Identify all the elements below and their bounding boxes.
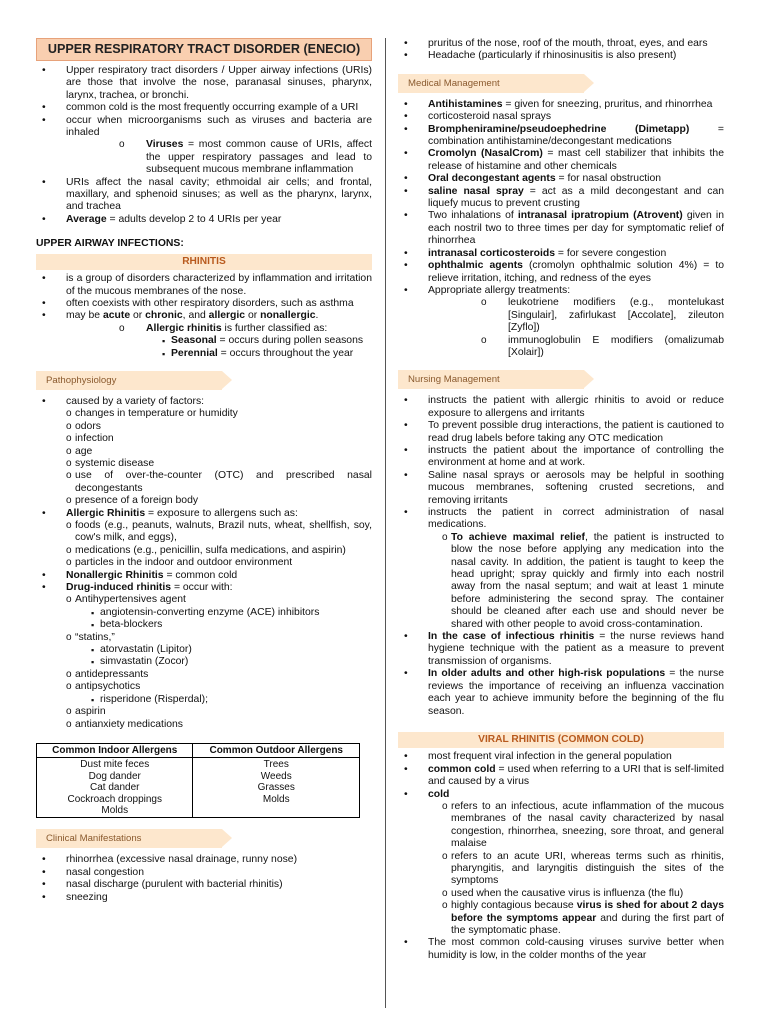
list-item: o antidepressants — [66, 669, 372, 681]
intro-list — [36, 65, 372, 226]
list-item: o odors — [66, 421, 372, 433]
list-item: ▪ Seasonal = occurs during pollen seasons — [162, 335, 372, 347]
viruses-sublist — [116, 139, 372, 176]
list-item: o use of over-the-counter (OTC) and prescribed nasal decongestants — [66, 470, 372, 495]
list-item: o Antihypertensives agent ▪ angiotensin-converting enzyme (ACE) inhibitors ▪ beta-blockers — [66, 594, 372, 631]
table-header-row — [37, 743, 360, 757]
viral-rhinitis-heading: VIRAL RHINITIS (COMMON COLD) — [398, 732, 724, 748]
table-cell: Dust mite feces — [80, 759, 150, 771]
list-item: o Viruses = most common cause of URIs, affect the upper respiratory passages and lead to subsequent mucous membrane inflammation — [116, 139, 372, 176]
list-item: • common cold = used when referring to a URI that is self-limited and caused by a virus — [398, 764, 724, 789]
nursing-sublist — [442, 532, 724, 631]
list-item: • nasal discharge (purulent with bacterial rhinitis) — [36, 879, 372, 891]
allergic-classification-list — [116, 323, 372, 360]
allergen-list — [66, 520, 372, 570]
table-cell: Cockroach droppings — [67, 793, 162, 805]
rhinitis-heading: RHINITIS — [36, 254, 372, 270]
list-item: o To achieve maximal relief, the patient is instructed to blow the nose before applying any medication into the nasal cavity. In addition, the patient is taught to keep the head upright; spray quickly and firmly into each nostril away from the nasal septum; and wait at least 1 minute before administering the second spray. The container should be cleaned after each use and should never be shared with other people to avoid cross-contamination. — [442, 532, 724, 631]
list-item: • ophthalmic agents (cromolyn ophthalmic solution 4%) = to relieve irritation, itching, and redness of the eyes — [398, 260, 724, 285]
list-item: • Brompheniramine/pseudoephedrine (Dimetapp) = combination antihistamine/decongestant medications — [398, 124, 724, 149]
list-item: o age — [66, 446, 372, 458]
pathophysiology-tag: Pathophysiology — [36, 371, 222, 390]
list-item: o systemic disease — [66, 458, 372, 470]
nursing-management-tag: Nursing Management — [398, 370, 584, 389]
list-item: • In older adults and other high-risk populations = the nurse reviews the importance of receiving an influenza vaccination each year to achieve immunity before the beginning of the flu season. — [398, 668, 724, 718]
list-item: ▪ beta-blockers — [91, 619, 372, 631]
list-item: • rhinorrhea (excessive nasal drainage, runny nose) — [36, 854, 372, 866]
clinical-continued-list — [398, 38, 724, 63]
table-cell: Trees — [263, 759, 289, 771]
clinical-list — [36, 854, 372, 904]
list-item: o antipsychotics ▪ risperidone (Risperdal); — [66, 681, 372, 706]
list-item: • In the case of infectious rhinitis = the nurse reviews hand hygiene technique with the patient as a measure to prevent transmission of organisms. — [398, 631, 724, 668]
factors-list — [66, 408, 372, 507]
drug-sublist — [91, 607, 372, 632]
list-item: • instructs the patient with allergic rhinitis to avoid or reduce exposure to allergens and irritants — [398, 395, 724, 420]
list-item: • To prevent possible drug interactions, the patient is cautioned to read drug labels before taking any OTC medication — [398, 420, 724, 445]
outdoor-header: Common Outdoor Allergens — [193, 743, 360, 757]
upper-airway-heading: UPPER AIRWAY INFECTIONS: — [36, 238, 184, 250]
cold-sublist — [442, 801, 724, 937]
table-cell: Weeds — [260, 770, 292, 782]
list-item: • cold o refers to an infectious, acute inflammation of the mucous membranes of the nasal cavity characterized by nasal congestion, rhinorrhea, sneezing, sore throat, and general malaise o refers to an acute URI, whereas terms such as rhinitis, pharyngitis, and laryngitis distinguish the sites of the symptoms o used when the causative virus is influenza (the flu) o highly contagious because virus is shed for about 2 days before the symptoms appear and during the first part of the symptomatic phase. — [398, 789, 724, 938]
table-row — [37, 758, 360, 818]
list-item: • common cold is the most frequently occurring example of a URI — [36, 102, 372, 114]
list-item: • saline nasal spray = act as a mild decongestant and can liquefy mucus to prevent crusting — [398, 186, 724, 211]
left-column — [36, 0, 372, 904]
drug-sublist — [91, 694, 372, 706]
list-item: • Oral decongestant agents = for nasal obstruction — [398, 173, 724, 185]
list-item: • is a group of disorders characterized by inflammation and irritation of the mucous membranes of the nose. — [36, 273, 372, 298]
rhinitis-list — [36, 273, 372, 360]
list-item: • Saline nasal sprays or aerosols may be helpful in soothing mucous membranes, softening crusted secretions, and removing irritants — [398, 470, 724, 507]
list-item: • nasal congestion — [36, 867, 372, 879]
list-item: • sneezing — [36, 892, 372, 904]
list-item: o changes in temperature or humidity — [66, 408, 372, 420]
list-item: • Antihistamines = given for sneezing, pruritus, and rhinorrhea — [398, 99, 724, 111]
list-item: • Headache (particularly if rhinosinusitis is also present) — [398, 50, 724, 62]
list-item: • Allergic Rhinitis = exposure to allergens such as: o foods (e.g., peanuts, walnuts, Brazil nuts, wheat, shellfish, soy, cow's milk, and eggs), o medications (e.g., penicillin, sulfa medications, and aspirin) o particles in the indoor and outdoor environment — [36, 508, 372, 570]
nursing-list — [398, 395, 724, 718]
list-item: • caused by a variety of factors: o changes in temperature or humidity o odors o infection o age o systemic disease o use of over-the-counter (OTC) and prescribed nasal decongestants o presence of a foreign body — [36, 396, 372, 508]
list-item: ▪ risperidone (Risperdal); — [91, 694, 372, 706]
medical-list — [398, 99, 724, 360]
list-item: o “statins,” ▪ atorvastatin (Lipitor) ▪ simvastatin (Zocor) — [66, 632, 372, 669]
list-item: • Upper respiratory tract disorders / Upper airway infections (URIs) are those that involve the nose, paranasal sinuses, pharynx, larynx, trachea, or bronchi. — [36, 65, 372, 102]
list-item: o aspirin — [66, 706, 372, 718]
list-item: • Average = adults develop 2 to 4 URIs per year — [36, 214, 372, 226]
list-item: • corticosteroid nasal sprays — [398, 111, 724, 123]
list-item: o highly contagious because virus is shed for about 2 days before the symptoms appear and during the first part of the symptomatic phase. — [442, 900, 724, 937]
viral-list — [398, 751, 724, 962]
list-item: o infection — [66, 433, 372, 445]
clinical-manifestations-tag: Clinical Manifestations — [36, 829, 222, 848]
list-item: ▪ angiotensin-converting enzyme (ACE) inhibitors — [91, 607, 372, 619]
allergy-treatment-list — [478, 297, 724, 359]
table-cell: Grasses — [257, 782, 295, 794]
list-item: • Nonallergic Rhinitis = common cold — [36, 570, 372, 582]
list-item: • may be acute or chronic, and allergic or nonallergic. o Allergic rhinitis is further classified as: ▪ Seasonal = occurs during pollen seasons ▪ Perennial = occurs throughout the year — [36, 310, 372, 360]
list-item: o refers to an infectious, acute inflammation of the mucous membranes of the nasal cavity characterized by nasal congestion, rhinorrhea, sneezing, sore throat, and general malaise — [442, 801, 724, 851]
list-item: • instructs the patient in correct administration of nasal medications. o To achieve maximal relief, the patient is instructed to blow the nose before applying any medication into the nasal cavity. In addition, the patient is taught to keep the head upright; spray quickly and firmly into each nostril away from the nasal septum; and wait at least 1 minute before administering the second spray. The container should be cleaned after each use and should never be shared with other people to avoid cross-contamination. — [398, 507, 724, 631]
list-item: o used when the causative virus is influenza (the flu) — [442, 888, 724, 900]
allergens-table — [36, 743, 360, 818]
list-item: o presence of a foreign body — [66, 495, 372, 507]
drug-sublist — [91, 644, 372, 669]
list-item: o antianxiety medications — [66, 719, 372, 731]
medical-management-tag: Medical Management — [398, 74, 584, 93]
indoor-header: Common Indoor Allergens — [37, 743, 193, 757]
list-item: • most frequent viral infection in the general population — [398, 751, 724, 763]
list-item: ▪ simvastatin (Zocor) — [91, 656, 372, 668]
list-item: • intranasal corticosteroids = for severe congestion — [398, 248, 724, 260]
table-cell: Dog dander — [88, 770, 141, 782]
list-item: o immunoglobulin E modifiers (omalizumab [Xolair]) — [478, 335, 724, 360]
list-item: • Cromolyn (NasalCrom) = mast cell stabilizer that inhibits the release of histamine and other chemicals — [398, 148, 724, 173]
document-title: UPPER RESPIRATORY TRACT DISORDER (ENECIO) — [36, 38, 372, 61]
list-item: • Appropriate allergy treatments: o leukotriene modifiers (e.g., montelukast [Singulair], zafirlukast [Accolate], zileuton [Zyflo]) o immunoglobulin E modifiers (omalizumab [Xolair]) — [398, 285, 724, 359]
list-item: o leukotriene modifiers (e.g., montelukast [Singulair], zafirlukast [Accolate], zileuton [Zyflo]) — [478, 297, 724, 334]
list-item: • URIs affect the nasal cavity; ethmoidal air cells; and frontal, maxillary, and sphenoid sinuses; as well as the pharynx, larynx, and trachea — [36, 177, 372, 214]
list-item: o medications (e.g., penicillin, sulfa medications, and aspirin) — [66, 545, 372, 557]
drug-list — [66, 594, 372, 730]
list-item: ▪ atorvastatin (Lipitor) — [91, 644, 372, 656]
list-item: o Allergic rhinitis is further classified as: ▪ Seasonal = occurs during pollen seasons ▪ Perennial = occurs throughout the year — [116, 323, 372, 360]
list-item: • Two inhalations of intranasal ipratropium (Atrovent) given in each nostril two to three times per day for symptomatic relief of rhinorrhea — [398, 210, 724, 247]
indoor-cell — [37, 758, 193, 818]
pathophysiology-list — [36, 396, 372, 731]
list-item: o particles in the indoor and outdoor environment — [66, 557, 372, 569]
list-item: o foods (e.g., peanuts, walnuts, Brazil nuts, wheat, shellfish, soy, cow's milk, and eggs), — [66, 520, 372, 545]
list-item: • Drug-induced rhinitis = occur with: o Antihypertensives agent ▪ angiotensin-converting enzyme (ACE) inhibitors ▪ beta-blockers o “statins,” ▪ atorvastatin (Lipitor) ▪ simvastatin (Zocor) o antidepressants o antipsychotics ▪ risperidone (Risperdal); o aspirin o antianxiety medications — [36, 582, 372, 731]
list-item: • occur when microorganisms such as viruses and bacteria are inhaled o Viruses = most common cause of URIs, affect the upper respiratory passages and lead to subsequent mucous membrane inflammation — [36, 115, 372, 177]
list-item: • The most common cold-causing viruses survive better when humidity is low, in the colder months of the year — [398, 937, 724, 962]
list-item: • pruritus of the nose, roof of the mouth, throat, eyes, and ears — [398, 38, 724, 50]
table-cell: Molds — [101, 804, 129, 816]
table-cell: Molds — [262, 793, 290, 805]
classification-types — [162, 335, 372, 360]
table-cell: Cat dander — [90, 782, 140, 794]
list-item: • instructs the patient about the importance of controlling the environment at home and at work. — [398, 445, 724, 470]
column-divider — [385, 38, 386, 1008]
right-column — [398, 0, 724, 962]
list-item: • often coexists with other respiratory disorders, such as asthma — [36, 298, 372, 310]
list-item: ▪ Perennial = occurs throughout the year — [162, 348, 372, 360]
list-item: o refers to an acute URI, whereas terms such as rhinitis, pharyngitis, and laryngitis distinguish the sites of the symptoms — [442, 851, 724, 888]
outdoor-cell — [193, 758, 360, 818]
